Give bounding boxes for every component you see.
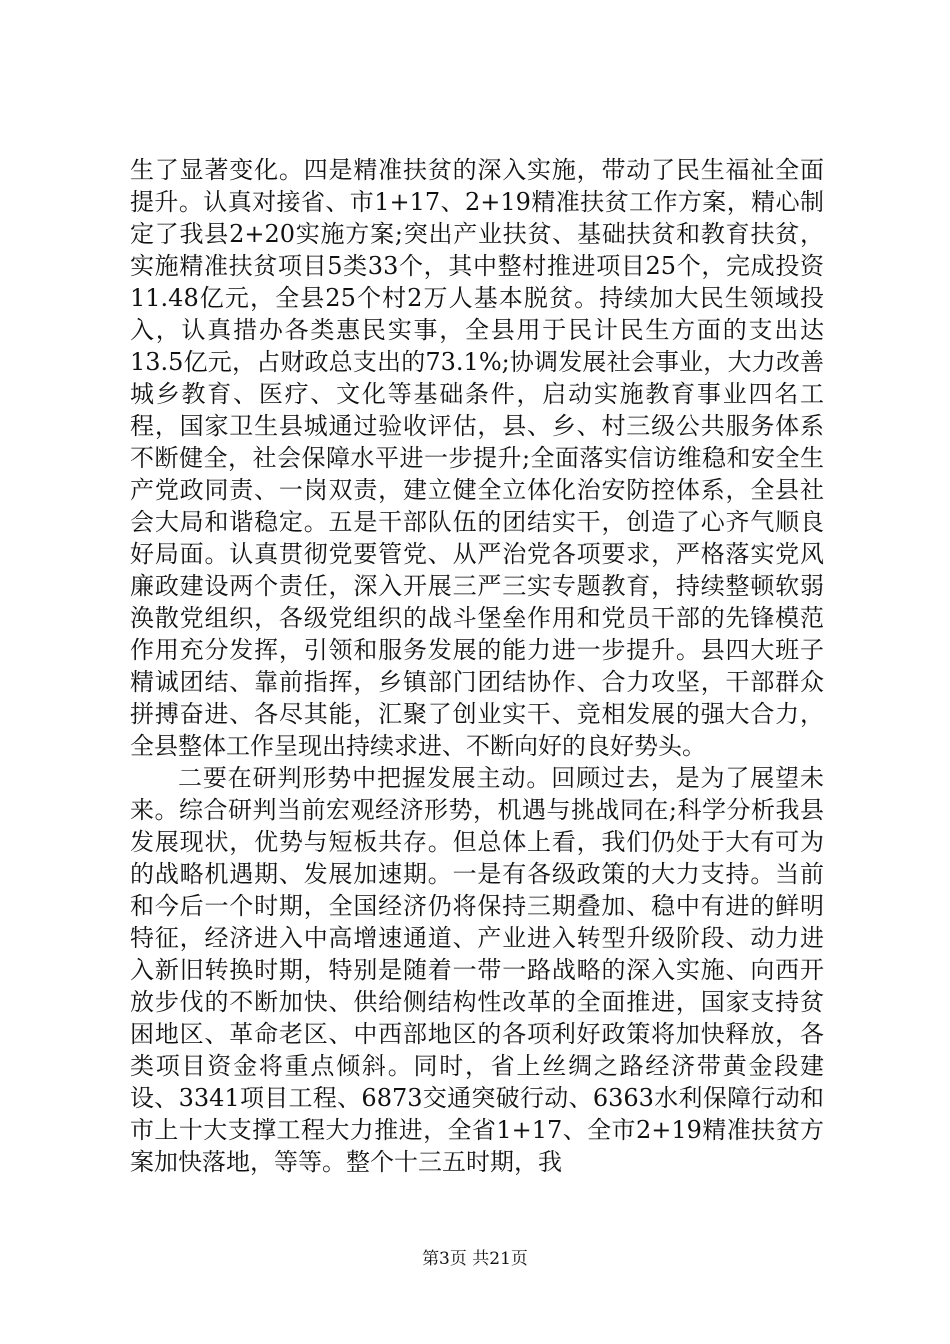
page-footer: 第3页 共21页 xyxy=(422,1249,528,1269)
paragraph-continued: 生了显著变化。四是精准扶贫的深入实施，带动了民生福祉全面提升。认真对接省、市1+17、2+19精准扶贫工作方案，精心制定了我县2+20实施方案;突出产业扶贫、基础扶贫和教育扶贫，实施精准扶贫项目5类33个，其中整村推进项目25个，完成投资11.48亿元，全县25个村2万人基本脱贫。持续加大民生领域投入，认真措办各类惠民实事，全县用于民计民生方面的支出达13.5亿元，占财政总支出的73.1%;协调发展社会事业，大力改善城乡教育、医疗、文化等基础条件，启动实施教育事业四名工程，国家卫生县城通过验收评估，县、乡、村三级公共服务体系不断健全，社会保障水平进一步提升;全面落实信访维稳和安全生产党政同责、一岗双责，建立健全立体化治安防控体系，全县社会大局和谐稳定。五是干部队伍的团结实干，创造了心齐气顺良好局面。认真贯彻党要管党、从严治党各项要求，严格落实党风廉政建设两个责任，深入开展三严三实专题教育，持续整顿软弱涣散党组织，各级党组织的战斗堡垒作用和党员干部的先锋模范作用充分发挥，引领和服务发展的能力进一步提升。县四大班子精诚团结、靠前指挥，乡镇部门团结协作、合力攻坚，干部群众拼搏奋进、各尽其能，汇聚了创业实干、竞相发展的强大合力，全县整体工作呈现出持续求进、不断向好的良好势头。 xyxy=(130,156,824,760)
paragraph-section-two: 二要在研判形势中把握发展主动。回顾过去，是为了展望未来。综合研判当前宏观经济形势，机遇与挑战同在;科学分析我县发展现状，优势与短板共存。但总体上看，我们仍处于大有可为的战略机遇期、发展加速期。一是有各级政策的大力支持。当前和今后一个时期，全国经济仍将保持三期叠加、稳中有进的鲜明特征，经济进入中高增速通道、产业进入转型升级阶段、动力进入新旧转换时期，特别是随着一带一路战略的深入实施、向西开放步伐的不断加快、供给侧结构性改革的全面推进，国家支持贫困地区、革命老区、中西部地区的各项利好政策将加快释放，各类项目资金将重点倾斜。同时，省上丝绸之路经济带黄金段建设、3341项目工程、6873交通突破行动、6363水利保障行动和市上十大支撑工程大力推进，全省1+17、全市2+19精准扶贫方案加快落地，等等。整个十三五时期，我 xyxy=(130,764,824,1176)
body-text xyxy=(130,154,824,1178)
